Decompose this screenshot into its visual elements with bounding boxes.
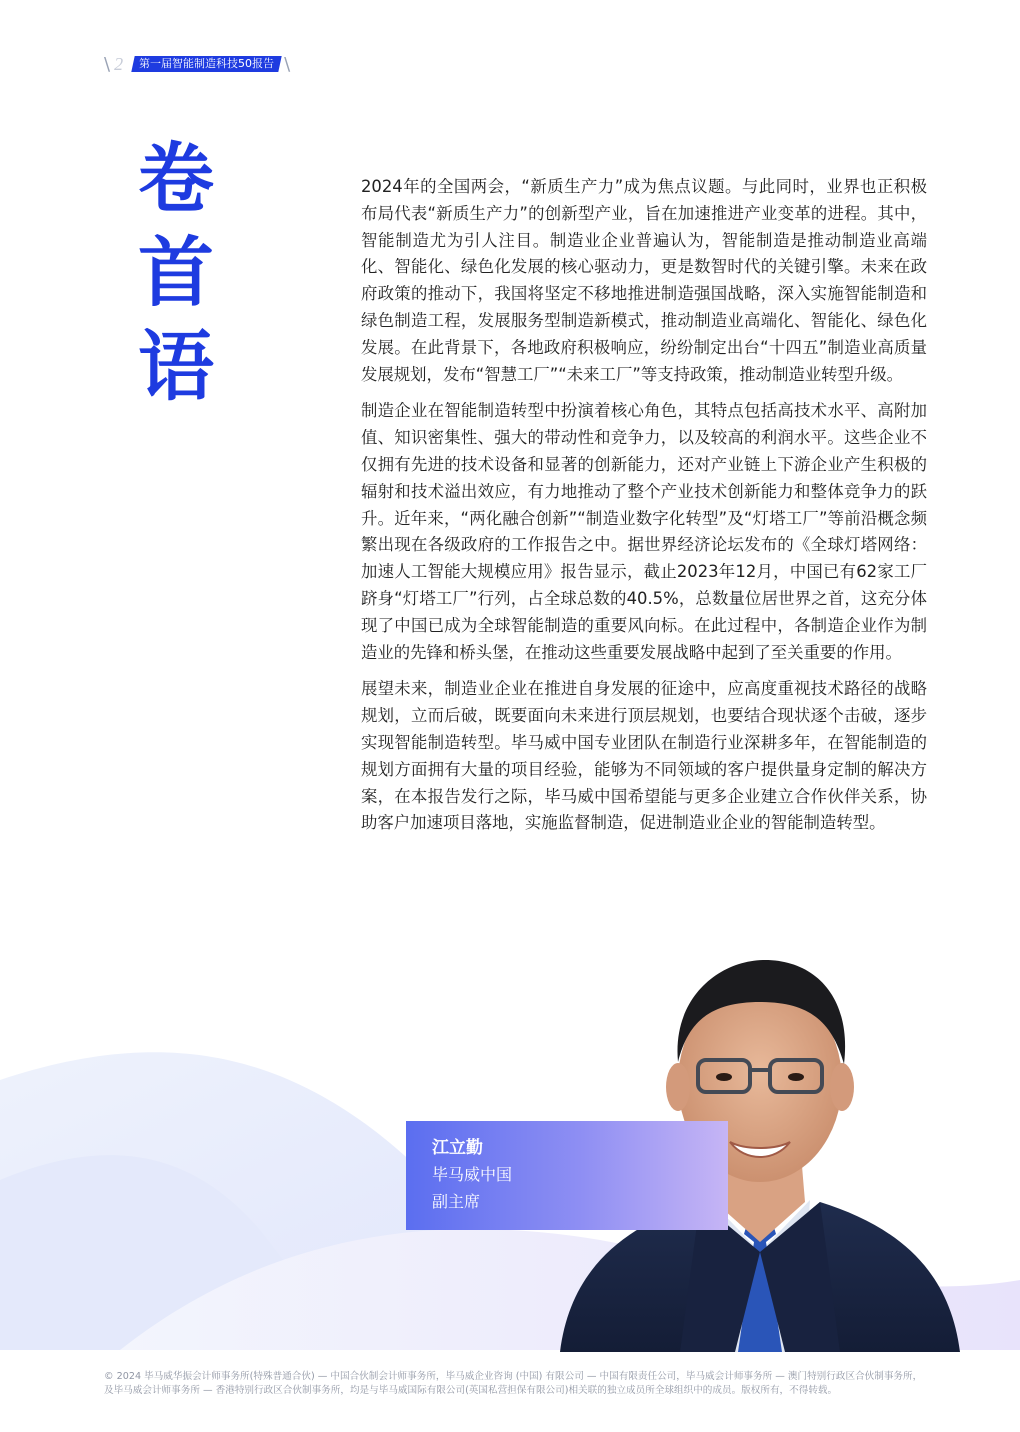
title-char: 卷 [138,134,214,223]
paragraph: 2024年的全国两会，“新质生产力”成为焦点议题。与此同时，业界也正积极布局代表“新质生产力”的创新型产业，旨在加速推进产业变革的进程。其中，智能制造尤为引人注目。制造业企业普遍认为，智能制造是推动制造业高端化、智能化、绿色化发展的核心驱动力，更是数智时代的关键引擎。未来在政府政策的推动下，我国将坚定不移地推进制造强国战略，深入实施智能制造和绿色制造工程，发展服务型制造新模式，推动制造业高端化、智能化、绿色化发展。在此背景下，各地政府积极响应，纷纷制定出台“十四五”制造业高质量发展规划，发布“智慧工厂”“未来工厂”等支持政策，推动制造业转型升级。 [361,177,927,384]
header-slash: \ [104,53,111,75]
title-char: 首 [138,228,214,317]
signature-name: 江立勤 [432,1138,483,1158]
foreword-body [361,174,927,847]
header-slash-end: \ [284,53,291,75]
paragraph: 制造企业在智能制造转型中扮演着核心角色，其特点包括高技术水平、高附加值、知识密集性、强大的带动性和竞争力，以及较高的利润水平。这些企业不仅拥有先进的技术设备和显著的创新能力，还对产业链上下游企业产生积极的辐射和技术溢出效应，有力地推动了整个产业技术创新能力和整体竞争力的跃升。近年来，“两化融合创新”“制造业数字化转型”及“灯塔工厂”等前沿概念频繁出现在各级政府的工作报告之中。据世界经济论坛发布的《全球灯塔网络：加速人工智能大规模应用》报告显示，截止2023年12月，中国已有62家工厂跻身“灯塔工厂”行列，占全球总数的40.5%，总数量位居世界之首，这充分体现了中国已成为全球智能制造的重要风向标。在此过程中，各制造企业作为制造业的先锋和桥头堡，在推动这些重要发展战略中起到了至关重要的作用。 [361,401,927,662]
page-title [138,132,228,414]
report-tag-label: 第一届智能制造科技50报告 [139,57,275,70]
signature-card [406,1121,728,1230]
signature-role: 副主席 [432,1192,481,1211]
report-tag [131,56,281,72]
signature-org: 毕马威中国 [432,1165,513,1184]
copyright-footer: © 2024 毕马威华振会计师事务所(特殊普通合伙) — 中国合伙制会计师事务所，毕马威企业咨询 (中国) 有限公司 — 中国有限责任公司，毕马威会计师事务所 — 澳门特别行政区合伙制事务所，及毕马威会计师事务所 — 香港特别行政区合伙制事务所，均是与毕马威国际有限公司(英国私营担保有限公司)相关联的独立成员所全球组织中的成员。版权所有，不得转载。 [104,1371,923,1396]
title-char: 语 [138,322,214,411]
page-header [104,54,290,74]
page-number: 2 [114,53,124,74]
paragraph: 展望未来，制造业企业在推进自身发展的征途中，应高度重视技术路径的战略规划，立而后破，既要面向未来进行顶层规划，也要结合现状逐个击破，逐步实现智能制造转型。毕马威中国专业团队在制造行业深耕多年，在智能制造的规划方面拥有大量的项目经验，能够为不同领域的客户提供量身定制的解决方案，在本报告发行之际，毕马威中国希望能与更多企业建立合作伙伴关系，协助客户加速项目落地，实施监督制造，促进制造业企业的智能制造转型。 [361,679,927,833]
